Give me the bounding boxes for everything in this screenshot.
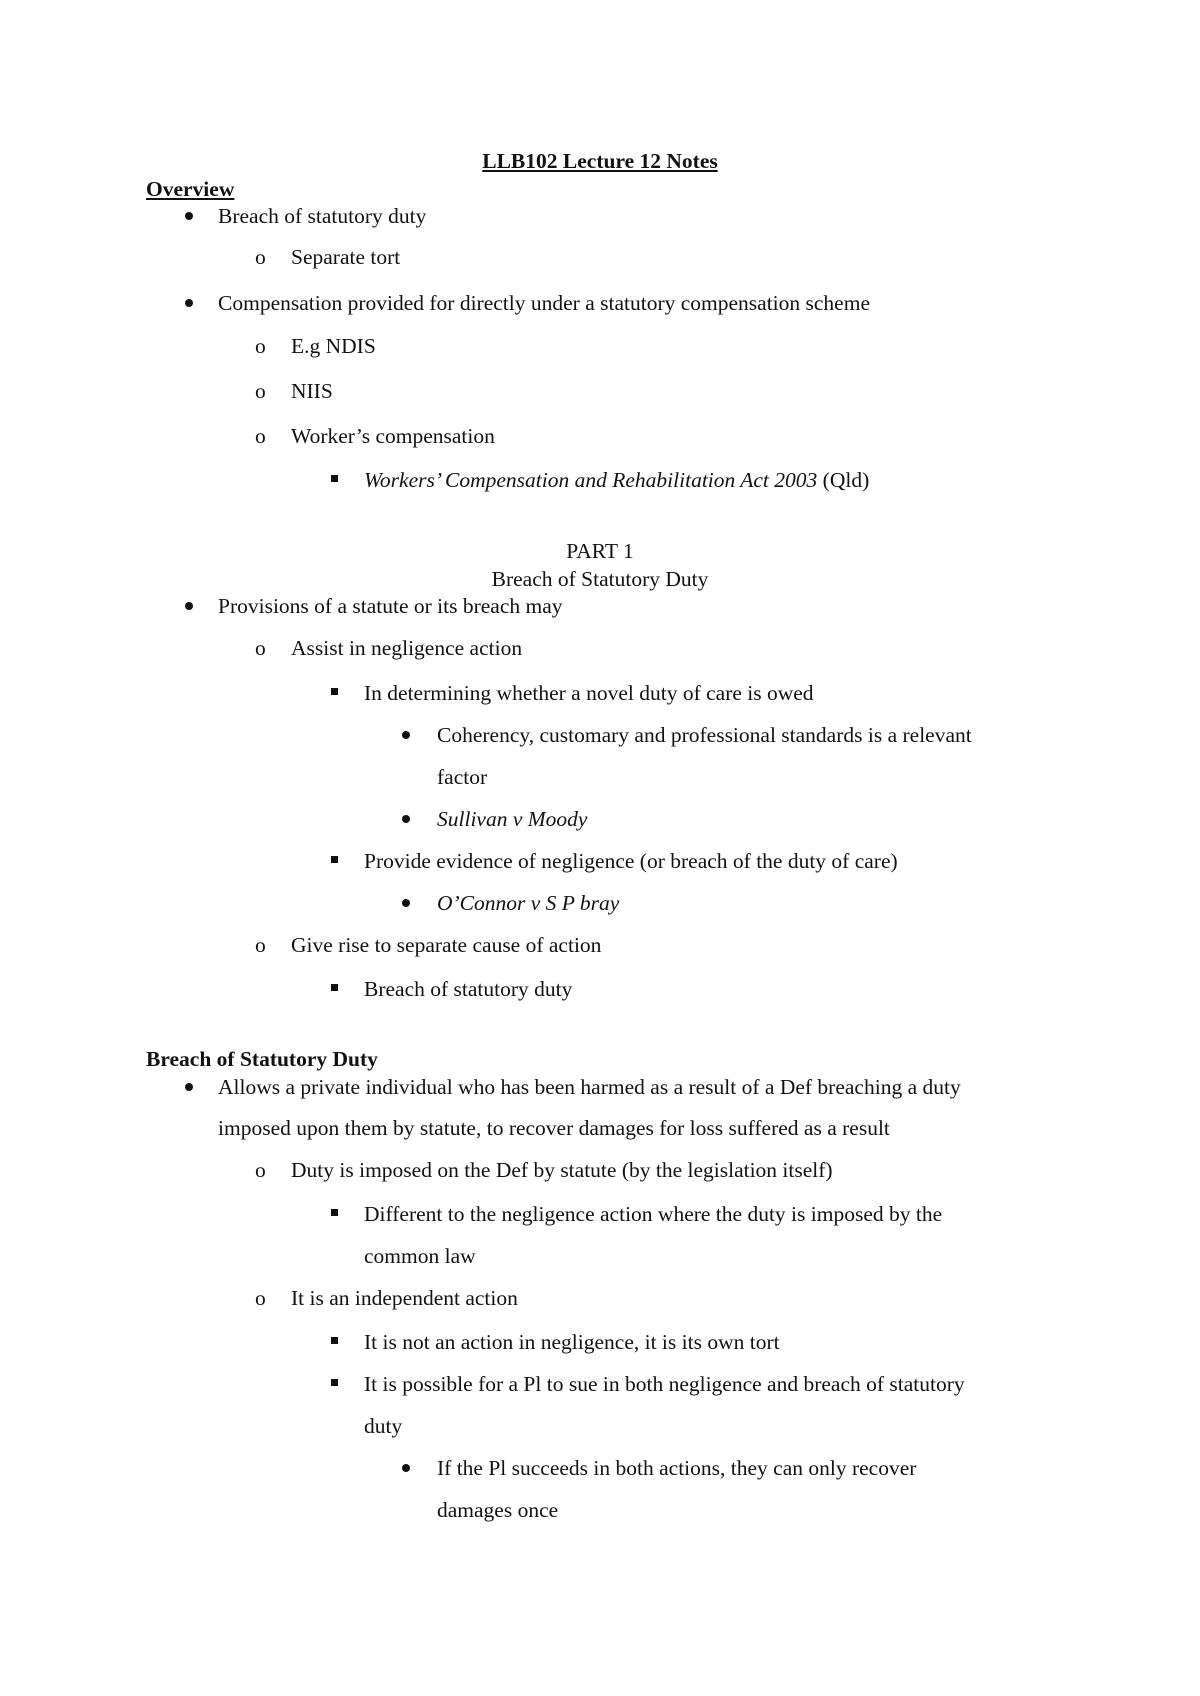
square-bullet-icon [331,856,338,863]
list-item [364,467,869,493]
list-item: Different to the negligence action where the duty is imposed by the [364,1202,943,1226]
breach-heading: Breach of Statutory Duty [146,1047,378,1071]
bullet-icon [185,1083,193,1091]
circle-bullet-icon: o [255,636,266,660]
overview-heading: Overview [146,177,235,201]
square-bullet-icon [331,688,338,695]
page-title: LLB102 Lecture 12 Notes [482,149,718,173]
list-item: Coherency, customary and professional standards is a relevant [437,723,972,747]
circle-bullet-icon: o [255,379,266,403]
bullet-icon [402,731,410,739]
part-label: PART 1 [566,539,634,563]
case-citation: O’Connor v S P bray [437,891,620,915]
list-item: Breach of statutory duty [218,204,427,228]
bullet-icon [185,299,193,307]
list-item: Breach of statutory duty [364,977,573,1001]
list-item: factor [437,765,488,789]
list-item: If the Pl succeeds in both actions, they can only recover [437,1456,917,1480]
list-item: It is not an action in negligence, it is its own tort [364,1330,780,1354]
circle-bullet-icon: o [255,1286,266,1310]
bullet-icon [402,899,410,907]
list-item: NIIS [291,379,333,403]
list-item: Allows a private individual who has been harmed as a result of a Def breaching a duty [218,1075,961,1099]
bullet-icon [402,815,410,823]
act-title: Workers’ Compensation and Rehabilitation Act 2003 [364,468,818,492]
list-item: It is an independent action [291,1286,518,1310]
list-item: Give rise to separate cause of action [291,933,602,957]
circle-bullet-icon: o [255,245,266,269]
square-bullet-icon [331,1337,338,1344]
list-item: Duty is imposed on the Def by statute (by the legislation itself) [291,1158,833,1182]
square-bullet-icon [331,1209,338,1216]
list-item: In determining whether a novel duty of care is owed [364,681,814,705]
list-item: Separate tort [291,245,401,269]
square-bullet-icon [331,984,338,991]
list-item: Provide evidence of negligence (or breach of the duty of care) [364,849,898,873]
list-item: common law [364,1244,476,1268]
act-jurisdiction: (Qld) [817,468,870,492]
circle-bullet-icon: o [255,334,266,358]
bullet-icon [402,1464,410,1472]
list-item: damages once [437,1498,559,1522]
list-item: Worker’s compensation [291,424,495,448]
list-item: Compensation provided for directly under a statutory compensation scheme [218,291,870,315]
list-item: Assist in negligence action [291,636,523,660]
square-bullet-icon [331,1379,338,1386]
list-item: imposed upon them by statute, to recover damages for loss suffered as a result [218,1116,890,1140]
case-citation: Sullivan v Moody [437,807,588,831]
list-item: E.g NDIS [291,334,376,358]
part-subtitle: Breach of Statutory Duty [491,567,709,591]
list-item: It is possible for a Pl to sue in both negligence and breach of statutory [364,1372,965,1396]
circle-bullet-icon: o [255,933,266,957]
list-item: Provisions of a statute or its breach may [218,594,563,618]
square-bullet-icon [331,475,338,482]
circle-bullet-icon: o [255,424,266,448]
circle-bullet-icon: o [255,1158,266,1182]
list-item: duty [364,1414,403,1438]
bullet-icon [185,602,193,610]
bullet-icon [185,212,193,220]
